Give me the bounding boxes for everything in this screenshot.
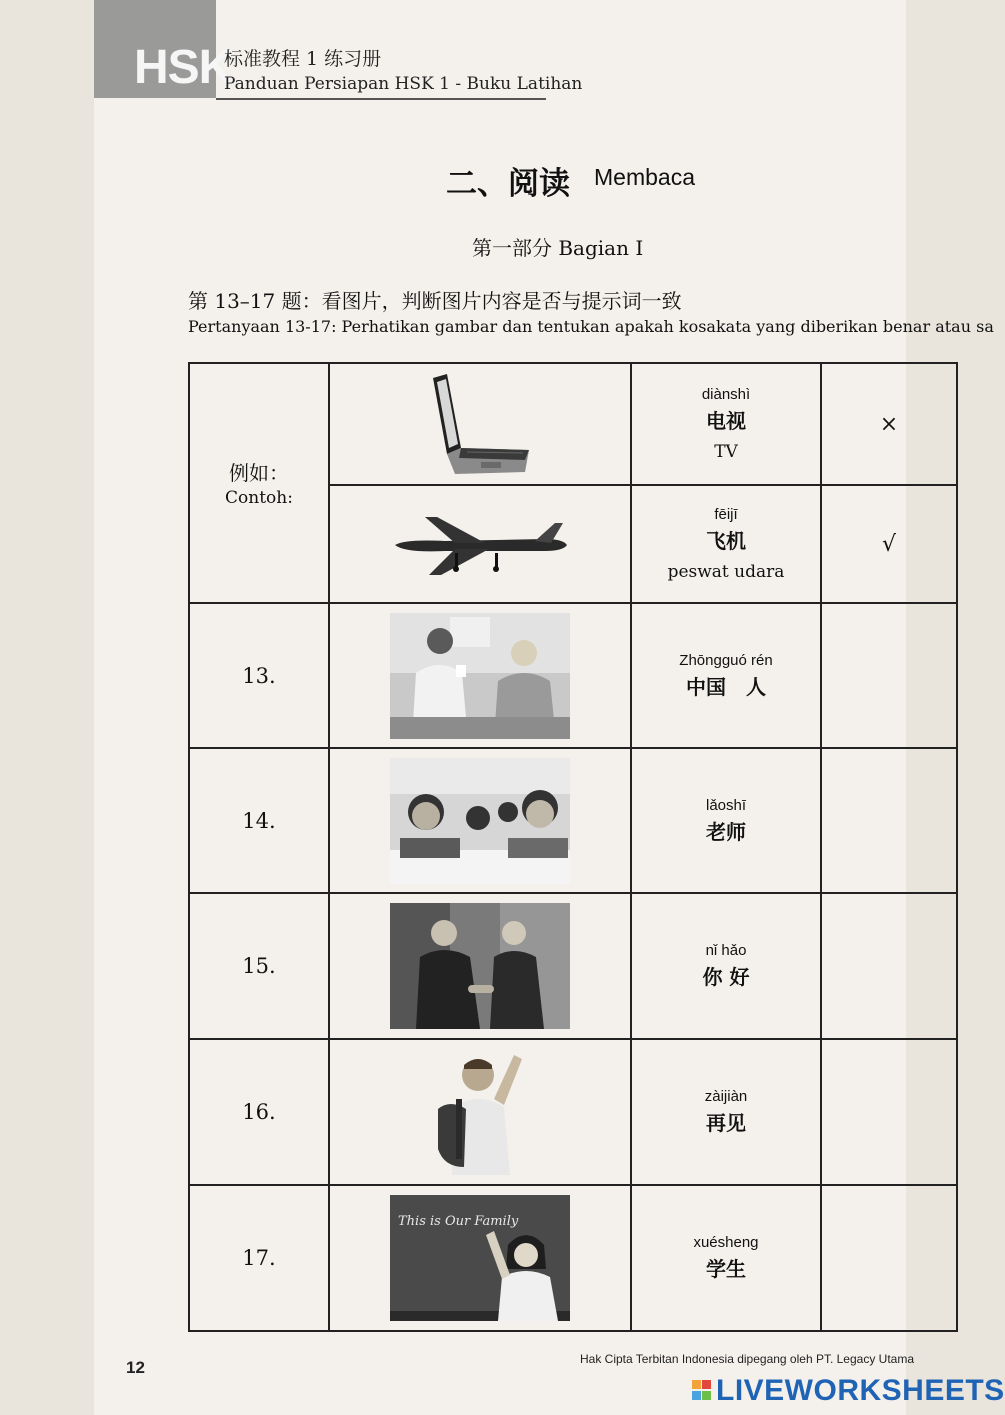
book-title-indonesian: Panduan Persiapan HSK 1 - Buku Latihan bbox=[224, 74, 583, 94]
boy-waving-image bbox=[430, 1049, 530, 1175]
word-cell bbox=[631, 1185, 821, 1331]
image-cell bbox=[329, 363, 631, 485]
example-label: 例如： bbox=[229, 461, 289, 485]
section-title-indonesian: Membaca bbox=[594, 164, 695, 190]
question-number: 15. bbox=[189, 893, 329, 1039]
image-cell bbox=[329, 603, 631, 748]
word-pinyin: Zhōngguó rén bbox=[679, 651, 773, 669]
cross-mark: × bbox=[879, 411, 899, 437]
word-cell bbox=[631, 893, 821, 1039]
word-pinyin: xuésheng bbox=[693, 1234, 759, 1251]
image-cell bbox=[329, 485, 631, 603]
word-hanzi: 电视 bbox=[706, 409, 746, 433]
image-cell bbox=[329, 748, 631, 893]
part-title: 第一部分 Bagian Ⅰ bbox=[472, 236, 644, 260]
word-pinyin: fēijī bbox=[714, 506, 738, 523]
check-mark: √ bbox=[881, 531, 897, 557]
word-meaning: peswat udara bbox=[667, 562, 785, 582]
liveworksheets-watermark[interactable]: LIVEWORKSHEETS bbox=[716, 1374, 1005, 1407]
question-number: 14. bbox=[189, 748, 329, 893]
question-row bbox=[189, 1039, 957, 1185]
word-hanzi: 飞机 bbox=[706, 529, 746, 553]
example-row bbox=[189, 363, 957, 485]
teacher-at-blackboard-image bbox=[390, 1195, 570, 1321]
answer-cell bbox=[821, 485, 957, 603]
liveworksheets-logo-icon bbox=[692, 1380, 712, 1402]
image-cell bbox=[329, 1039, 631, 1185]
word-pinyin: diànshì bbox=[701, 386, 751, 403]
workbook-page bbox=[94, 0, 994, 1415]
section-title-chinese: 二、阅读 bbox=[446, 166, 570, 202]
word-pinyin: nǐ hǎo bbox=[705, 942, 747, 959]
word-cell bbox=[631, 1039, 821, 1185]
answer-cell[interactable] bbox=[821, 1039, 957, 1185]
word-hanzi: 老师 bbox=[706, 819, 746, 844]
airplane-image bbox=[385, 509, 575, 579]
question-row bbox=[189, 893, 957, 1039]
word-hanzi: 中国 人 bbox=[686, 674, 766, 699]
hsk-logo: HSK bbox=[134, 41, 233, 94]
question-number: 17. bbox=[189, 1185, 329, 1331]
word-hanzi: 学生 bbox=[706, 1257, 746, 1281]
word-meaning: TV bbox=[714, 442, 738, 462]
answer-cell[interactable] bbox=[821, 893, 957, 1039]
word-cell bbox=[631, 363, 821, 485]
page-number: 12 bbox=[126, 1358, 145, 1377]
word-cell bbox=[631, 748, 821, 893]
example-label-cell bbox=[189, 363, 329, 603]
students-in-class-image bbox=[390, 758, 570, 884]
instruction-indonesian: Pertanyaan 13-17: Perhatikan gambar dan tentukan apakah kosakata yang diberikan benar atau sa bbox=[188, 317, 994, 336]
answer-cell[interactable] bbox=[821, 603, 957, 748]
question-number: 13. bbox=[189, 603, 329, 748]
answer-cell[interactable] bbox=[821, 1185, 957, 1331]
word-cell bbox=[631, 603, 821, 748]
question-row bbox=[189, 603, 957, 748]
blackboard-text: This is Our Family bbox=[398, 1214, 519, 1229]
word-pinyin: zàijiàn bbox=[704, 1088, 748, 1105]
answer-cell bbox=[821, 363, 957, 485]
word-hanzi: 再见 bbox=[706, 1111, 746, 1135]
image-cell bbox=[329, 1185, 631, 1331]
image-cell bbox=[329, 893, 631, 1039]
word-pinyin: lǎoshī bbox=[705, 796, 747, 814]
laptop-image bbox=[425, 372, 535, 476]
header-underline bbox=[216, 98, 546, 100]
example-sublabel: Contoh: bbox=[225, 488, 293, 508]
word-hanzi: 你 好 bbox=[702, 965, 750, 989]
question-row bbox=[189, 748, 957, 893]
two-women-chatting-image bbox=[390, 613, 570, 739]
instruction-chinese: 第 13–17 题：看图片，判断图片内容是否与提示词一致 bbox=[188, 289, 682, 313]
question-number: 16. bbox=[189, 1039, 329, 1185]
exercise-table bbox=[188, 362, 958, 1332]
copyright-notice: Hak Cipta Terbitan Indonesia dipegang oleh PT. Legacy Utama bbox=[580, 1352, 914, 1366]
word-cell bbox=[631, 485, 821, 603]
book-title-chinese: 标准教程 1 练习册 bbox=[224, 48, 382, 70]
handshake-image bbox=[390, 903, 570, 1029]
question-row bbox=[189, 1185, 957, 1331]
answer-cell[interactable] bbox=[821, 748, 957, 893]
